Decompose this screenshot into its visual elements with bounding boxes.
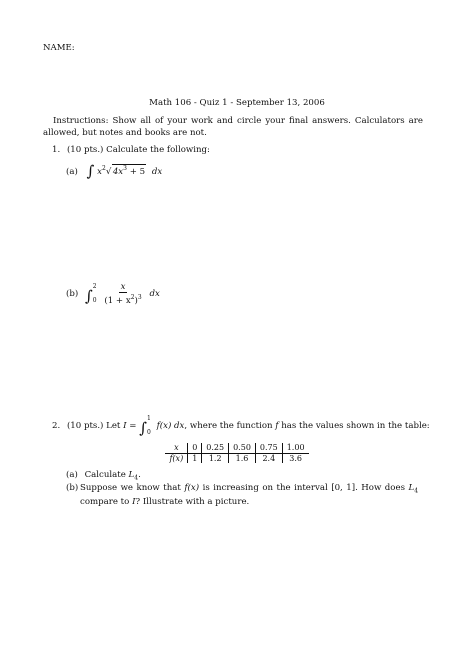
denominator-close: ) <box>134 296 138 306</box>
dx: dx <box>149 289 160 299</box>
L-symbol: L <box>408 483 415 493</box>
quiz-title: Math 106 - Quiz 1 - September 13, 2006 <box>149 98 325 108</box>
upper-limit: 1 <box>147 415 151 422</box>
integrand-power: 2 <box>102 165 106 172</box>
function-name: f <box>275 421 279 431</box>
period: . <box>138 470 141 480</box>
radicand-tail: + 5 <box>129 167 146 177</box>
table-row-fx <box>165 453 308 463</box>
denominator-inner-power: 2 <box>130 294 135 301</box>
question-1b <box>66 282 160 306</box>
question-1-number: 1. <box>52 145 61 155</box>
name-label: NAME: <box>43 43 75 53</box>
question-1-prompt: (10 pts.) Calculate the following: <box>66 145 210 155</box>
question-2b-text-2: is increasing on the interval [0, 1]. How does <box>202 483 405 493</box>
values-table <box>165 443 308 463</box>
question-2-prompt-end: has the values shown in the table: <box>281 421 430 431</box>
question-1 <box>52 145 210 155</box>
radicand-power: 3 <box>123 165 127 172</box>
x-header: x <box>165 443 187 453</box>
table-cell: 1.00 <box>282 443 308 453</box>
table-cell: 1.2 <box>202 453 229 463</box>
table-cell: 1 <box>188 453 202 463</box>
L-symbol: L <box>128 470 135 480</box>
denominator-base: (1 + x <box>104 296 131 306</box>
table-cell: 0.50 <box>229 443 256 453</box>
integral-sign: ∫ <box>139 419 148 437</box>
integral-sign: ∫ <box>84 287 93 305</box>
radicand-term: 4x <box>112 167 124 177</box>
fx-header: f(x) <box>165 453 187 463</box>
L-subscript: 4 <box>134 474 139 482</box>
upper-limit: 2 <box>92 283 97 290</box>
question-2b-body <box>80 483 418 509</box>
dx: dx <box>151 167 163 177</box>
question-1b-label: (b) <box>66 289 79 299</box>
question-mark: ? <box>135 497 141 508</box>
question-2b-text-1: Suppose we know that <box>80 483 181 493</box>
question-2a-label: (a) <box>66 470 78 480</box>
question-2 <box>52 415 430 437</box>
integrand: f(x) dx <box>156 421 185 431</box>
denominator <box>102 293 143 306</box>
question-2b-text-4: Illustrate with a picture. <box>142 497 250 508</box>
numerator: x <box>120 282 126 292</box>
question-2b-label: (b) <box>66 483 79 493</box>
question-2-number: 2. <box>52 421 61 431</box>
integral-sign: ∫ <box>86 162 95 180</box>
table-row-x <box>165 443 308 453</box>
fraction <box>102 282 143 306</box>
question-1a-label: (a) <box>66 167 78 177</box>
question-2b-text-3: compare to <box>80 497 130 508</box>
lower-limit: 0 <box>92 297 97 304</box>
L-subscript: 4 <box>414 487 419 495</box>
question-2a <box>66 470 141 482</box>
radicand <box>112 164 146 177</box>
table-cell: 2.4 <box>255 453 282 463</box>
table-cell: 0 <box>188 443 202 453</box>
fx-symbol: f(x) <box>184 483 200 493</box>
table-cell: 0.25 <box>202 443 229 453</box>
question-2-prompt-mid: , where the function <box>184 421 273 431</box>
question-1a <box>66 160 162 178</box>
values-table-wrap <box>0 443 474 463</box>
denominator-outer-power: 3 <box>137 294 142 301</box>
instructions: Instructions: Show all of your work and circle your final answers. Calculators are allowed, but notes and books are not. <box>43 116 423 138</box>
table-cell: 1.6 <box>229 453 256 463</box>
integral-name: I <box>123 421 127 431</box>
I-symbol: I <box>132 497 136 508</box>
lower-limit: 0 <box>147 429 151 436</box>
equals-sign: = <box>129 421 137 431</box>
question-2-prompt-start: (10 pts.) Let <box>66 421 121 431</box>
integrand-x: x <box>97 167 102 177</box>
table-cell: 3.6 <box>289 453 302 463</box>
table-cell: 0.75 <box>255 443 282 453</box>
question-2b <box>66 483 418 509</box>
question-2a-text: Calculate <box>84 470 126 480</box>
sqrt-sign: √ <box>105 167 112 177</box>
